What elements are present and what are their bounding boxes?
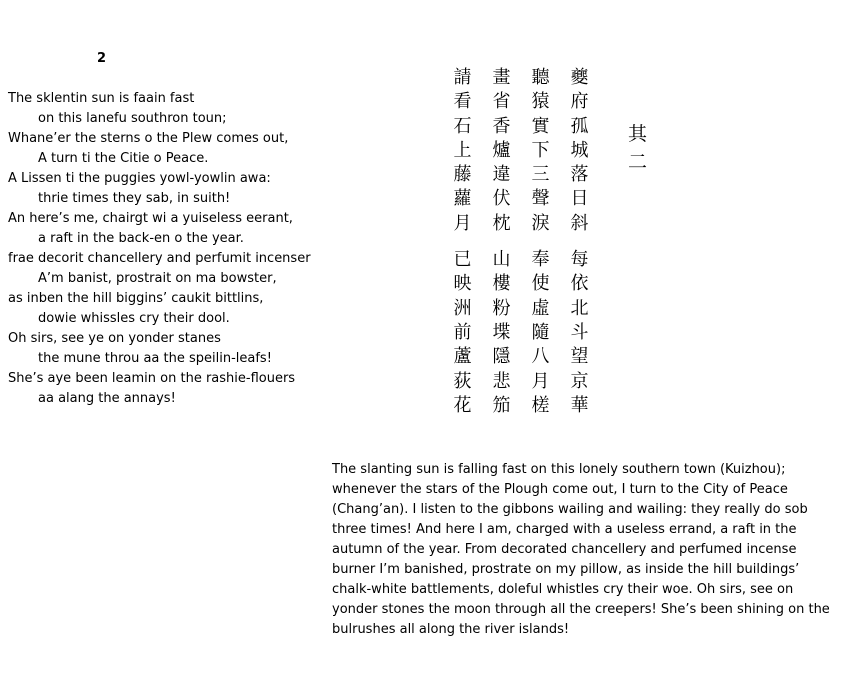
chinese-char: 請	[453, 67, 472, 88]
poem-line: aa alang the annays!	[38, 391, 176, 406]
chinese-char: 畫	[492, 67, 511, 88]
chinese-char: 山	[492, 249, 511, 271]
chinese-char: 月	[453, 212, 472, 234]
poem-line: A Lissen ti the puggies yowl-yowlin awa:	[8, 171, 271, 186]
poem-line: An here’s me, chairgt wi a yuiseless eerant,	[8, 211, 293, 226]
chinese-column	[490, 66, 513, 236]
chinese-char: 上	[453, 139, 472, 161]
chinese-char: 隱	[492, 346, 511, 368]
chinese-char: 樓	[492, 273, 511, 295]
chinese-char: 京	[570, 370, 589, 392]
chinese-char: 洲	[453, 297, 472, 319]
chinese-char: 每	[570, 249, 589, 271]
chinese-stanza	[451, 248, 601, 418]
section-number: 2	[97, 51, 107, 66]
chinese-char: 前	[453, 321, 472, 343]
chinese-char: 使	[531, 273, 550, 295]
chinese-char: 斗	[570, 321, 589, 343]
poem-line: thrie times they sab, in suith!	[38, 191, 231, 206]
chinese-char: 八	[531, 346, 550, 368]
chinese-char: 望	[570, 346, 589, 368]
chinese-char: 淚	[531, 212, 550, 234]
english-translation: The slanting sun is falling fast on this lonely southern town (Kuizhou); whenever the stars of the Plough come out, I turn to the City of Peace (Chang’an). I listen to the gibbons wailing and wailing: they really do sob three times! And here I am, charged with a useless errand, a raft in the autumn of the year. From decorated chancellery and perfumed incense burner I’m banished, prostrate on my pillow, as inside the hill buildings’ chalk-white battlements, doleful whistles cry their woe. Oh sirs, see on yonder stones the moon through all the creepers! She’s been shining on the bulrushes all along the river islands!	[332, 462, 830, 637]
poem-line: Oh sirs, see ye on yonder stanes	[8, 331, 221, 346]
chinese-char: 聲	[531, 188, 550, 210]
chinese-char: 藤	[453, 164, 472, 186]
chinese-char: 花	[453, 394, 472, 416]
chinese-char: 聽	[531, 67, 550, 88]
chinese-column	[529, 248, 552, 418]
chinese-char: 城	[570, 139, 589, 161]
chinese-char: 粉	[492, 297, 511, 319]
poem-line: as inben the hill biggins’ caukit bittlins,	[8, 291, 264, 306]
chinese-char: 孤	[570, 115, 589, 137]
chinese-char: 槎	[531, 394, 550, 416]
chinese-char: 華	[570, 394, 589, 416]
chinese-char: 省	[492, 91, 511, 113]
chinese-char: 伏	[492, 188, 511, 210]
chinese-char: 爐	[492, 139, 511, 161]
chinese-char: 石	[453, 115, 472, 137]
chinese-char: 月	[531, 370, 550, 392]
chinese-column	[529, 66, 552, 236]
poem-line: A’m banist, prostrait on ma bowster,	[38, 271, 277, 286]
chinese-column	[568, 66, 591, 236]
chinese-title	[628, 120, 647, 176]
chinese-title-char: 二	[628, 151, 648, 173]
chinese-char: 映	[453, 273, 472, 295]
poem-line: A turn ti the Citie o Peace.	[38, 151, 209, 166]
poem-line: frae decorit chancellery and perfumit incenser	[8, 251, 311, 266]
chinese-stanza	[451, 66, 601, 236]
chinese-column	[490, 248, 513, 418]
poem-line: Whane’er the sterns o the Plew comes out,	[8, 131, 289, 146]
chinese-char: 堞	[492, 321, 511, 343]
chinese-char: 悲	[492, 370, 511, 392]
chinese-char: 夔	[570, 67, 589, 88]
chinese-char: 三	[531, 164, 550, 186]
chinese-char: 違	[492, 164, 511, 186]
chinese-char: 已	[453, 249, 472, 271]
chinese-char: 實	[531, 115, 550, 137]
poem-line: She’s aye been leamin on the rashie-flouers	[8, 371, 296, 386]
chinese-char: 枕	[492, 212, 511, 234]
chinese-char: 依	[570, 273, 589, 295]
chinese-poem	[451, 66, 601, 418]
chinese-title-char: 其	[628, 123, 648, 145]
chinese-char: 斜	[570, 212, 589, 234]
poem-line: on this lanefu southron toun;	[38, 111, 227, 126]
chinese-char: 香	[492, 115, 511, 137]
chinese-char: 蘆	[453, 346, 472, 368]
chinese-column	[451, 66, 474, 236]
chinese-column	[568, 248, 591, 418]
chinese-char: 虛	[531, 297, 550, 319]
chinese-char: 北	[570, 297, 589, 319]
poem-line: a raft in the back-en o the year.	[38, 231, 244, 246]
chinese-char: 隨	[531, 321, 550, 343]
poem-line: dowie whissles cry their dool.	[38, 311, 230, 326]
chinese-char: 笳	[492, 394, 511, 416]
chinese-char: 蘿	[453, 188, 472, 210]
scots-poem	[8, 89, 328, 409]
chinese-char: 府	[570, 91, 589, 113]
chinese-char: 落	[570, 164, 589, 186]
chinese-char: 猿	[531, 91, 550, 113]
poem-line: the mune throu aa the speilin-leafs!	[38, 351, 272, 366]
chinese-char: 下	[531, 139, 550, 161]
chinese-column	[451, 248, 474, 418]
poem-line: The sklentin sun is faain fast	[8, 91, 195, 106]
chinese-char: 荻	[453, 370, 472, 392]
chinese-char: 看	[453, 91, 472, 113]
chinese-char: 日	[570, 188, 589, 210]
chinese-char: 奉	[531, 249, 550, 271]
